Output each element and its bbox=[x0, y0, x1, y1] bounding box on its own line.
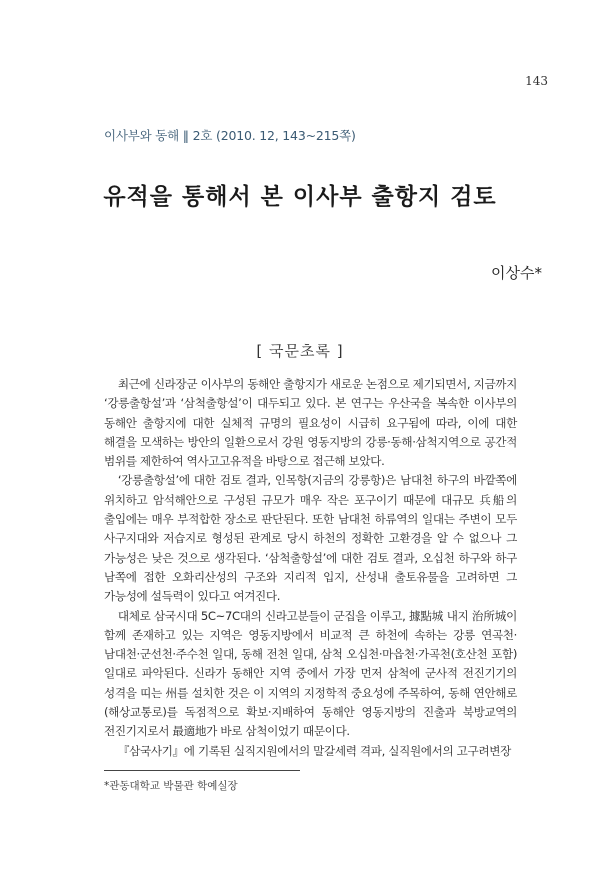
footnote: *관동대학교 박물관 학예실장 bbox=[104, 780, 238, 792]
abstract-paragraph-3: 대체로 삼국시대 5C~7C대의 신라고분들이 군집을 이루고, 據點城 내지 治所城이 함께 존재하고 있는 지역은 영동지방에서 비교적 큰 하천에 속하는 강릉 연곡천·남대천·군선천·주수천 일대, 동해 전천 일대, 삼척 오십천·마읍천·가곡천(호산천 포함) 일대로 파악된다. 신라가 동해안 지역 중에서 가장 먼저 삼척에 군사적 전진기기의 성격을 띠는 州를 설치한 것은 이 지역의 지정학적 중요성에 주목하여, 동해 연안해로(해상교통로)를 독점적으로 확보·지배하여 동해안 영동지방의 진출과 북방교역의 전진기지로서 最適地가 바로 삼척이었기 때문이다. bbox=[104, 608, 517, 739]
abstract-heading: [ 국문초록 ] bbox=[256, 342, 344, 360]
abstract-paragraph-2: ‘강릉출항설’에 대한 검토 결과, 인목항(지금의 강릉항)은 남대천 하구의 바깥쪽에 위치하고 암석해안으로 구성된 규모가 매우 작은 포구이기 때문에 대규모 兵船의 출입에는 매우 부적합한 장소로 판단된다. 또한 남대천 하류역의 일대는 주변이 모두 사구지대와 저습지로 형성된 관계로 당시 하천의 정확한 고환경을 알 수 없으나 그 가능성은 낮은 것으로 생각된다. ‘삼척출항설’에 대한 검토 결과, 오십천 하구와 하구 남쪽에 접한 오화리산성의 구조와 지리적 입지, 산성내 출토유물을 고려하면 그 가능성에 설득력이 있다고 여겨진다. bbox=[104, 473, 517, 604]
abstract-body bbox=[104, 375, 517, 761]
page-number: 143 bbox=[525, 74, 548, 88]
footnote-divider bbox=[104, 770, 300, 771]
journal-info: 이사부와 동해 ‖ 2호 (2010. 12, 143~215쪽) bbox=[104, 128, 356, 143]
author-name: 이상수* bbox=[491, 264, 542, 282]
paper-title: 유적을 통해서 본 이사부 출항지 검토 bbox=[103, 183, 497, 210]
abstract-paragraph-1: 최근에 신라장군 이사부의 동해안 출항지가 새로운 논점으로 제기되면서, 지금까지 ‘강릉출항설’과 ‘삼척출항설’이 대두되고 있다. 본 연구는 우산국을 복속한 이사부의 동해안 출항지에 대한 실체적 규명의 필요성이 시급히 요구됨에 따라, 이에 대한 해결을 모색하는 방안의 일환으로서 강원 영동지방의 강릉·동해·삼척지역으로 공간적 범위를 제한하여 역사고고유적을 바탕으로 접근해 보았다. bbox=[104, 377, 517, 469]
abstract-paragraph-4: 『삼국사기』에 기록된 실직지원에서의 말갈세력 격파, 실직원에서의 고구려변장 bbox=[117, 743, 511, 758]
